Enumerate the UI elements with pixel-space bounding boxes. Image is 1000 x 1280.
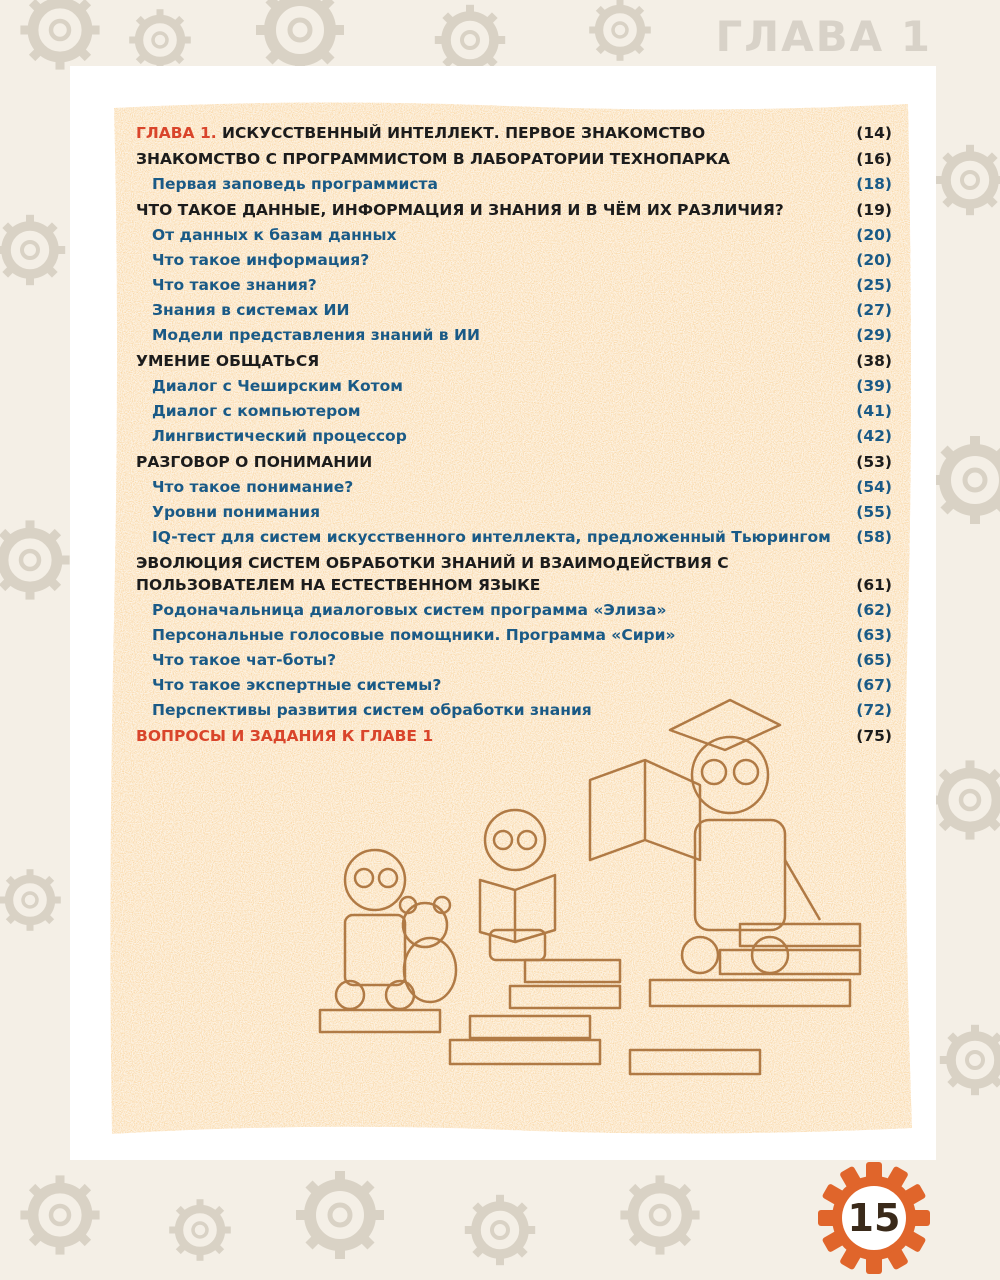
toc-section-entry bbox=[136, 274, 892, 296]
toc-entry-prefix: ГЛАВА 1. bbox=[136, 124, 217, 142]
toc-section-entry bbox=[136, 299, 892, 321]
toc-entry-page: (27) bbox=[856, 301, 892, 319]
toc-entry-title bbox=[152, 599, 856, 621]
toc-entry-text: ЭВОЛЮЦИЯ СИСТЕМ ОБРАБОТКИ ЗНАНИЙ И ВЗАИМОДЕЙСТВИЯ С ПОЛЬЗОВАТЕЛЕМ НА ЕСТЕСТВЕННОМ ЯЗЫКЕ bbox=[136, 554, 729, 594]
toc-entry-page: (41) bbox=[856, 402, 892, 420]
toc-entry-page: (62) bbox=[856, 601, 892, 619]
toc-entry-page: (54) bbox=[856, 478, 892, 496]
toc-entry-title bbox=[152, 375, 856, 397]
toc-entry-title bbox=[152, 476, 856, 498]
toc-entry-page: (18) bbox=[856, 175, 892, 193]
book bbox=[450, 1040, 600, 1064]
toc-entry-page: (20) bbox=[856, 226, 892, 244]
toc-entry-page: (29) bbox=[856, 326, 892, 344]
toc-section-entry bbox=[136, 224, 892, 246]
toc-entry-text: УМЕНИЕ ОБЩАТЬСЯ bbox=[136, 352, 320, 370]
toc-entry-page: (72) bbox=[856, 701, 892, 719]
toc-chapter-entry bbox=[136, 350, 892, 372]
toc-entry-title bbox=[152, 425, 856, 447]
book bbox=[630, 1050, 760, 1074]
toc-entry-page: (63) bbox=[856, 626, 892, 644]
toc-entry-title bbox=[136, 451, 856, 473]
book bbox=[510, 986, 620, 1008]
toc-entry-page: (38) bbox=[856, 352, 892, 370]
toc-section-entry bbox=[136, 526, 892, 548]
toc-entry-text: Первая заповедь программиста bbox=[152, 175, 438, 193]
toc-entry-page: (55) bbox=[856, 503, 892, 521]
toc-entry-text: Диалог с компьютером bbox=[152, 402, 361, 420]
toc-entry-text: Что такое информация? bbox=[152, 251, 370, 269]
toc-entry-text: ВОПРОСЫ И ЗАДАНИЯ К ГЛАВЕ 1 bbox=[136, 727, 434, 745]
toc-section-entry bbox=[136, 674, 892, 696]
toc-chapter-entry bbox=[136, 552, 892, 596]
toc-entry-page: (61) bbox=[856, 576, 892, 594]
toc-entry-page: (67) bbox=[856, 676, 892, 694]
toc-entry-title bbox=[152, 501, 856, 523]
toc-entry-page: (39) bbox=[856, 377, 892, 395]
toc-entry-title bbox=[136, 350, 856, 372]
toc-entry-text: Родоначальница диалоговых систем программа «Элиза» bbox=[152, 601, 667, 619]
book bbox=[720, 950, 860, 974]
toc-entry-text: Что такое экспертные системы? bbox=[152, 676, 442, 694]
toc-entry-title bbox=[136, 199, 856, 221]
toc-entry-text: ЗНАКОМСТВО С ПРОГРАММИСТОМ В ЛАБОРАТОРИИ ТЕХНОПАРКА bbox=[136, 150, 730, 168]
toc-entry-title bbox=[136, 552, 856, 596]
toc-section-entry bbox=[136, 501, 892, 523]
book bbox=[470, 1016, 590, 1038]
toc-section-entry bbox=[136, 173, 892, 195]
chapter-header: ГЛАВА 1 bbox=[715, 12, 932, 61]
toc-entry-page: (58) bbox=[856, 528, 892, 546]
toc-entry-text: РАЗГОВОР О ПОНИМАНИИ bbox=[136, 453, 373, 471]
toc-entry-text: IQ-тест для систем искусственного интеллекта, предложенный Тьюрингом bbox=[152, 528, 831, 546]
toc-entry-title bbox=[152, 324, 856, 346]
table-of-contents bbox=[136, 118, 892, 747]
toc-entry-page: (53) bbox=[856, 453, 892, 471]
toc-entry-text: Что такое чат-боты? bbox=[152, 651, 337, 669]
toc-section-entry bbox=[136, 425, 892, 447]
toc-entry-title bbox=[152, 249, 856, 271]
toc-entry-text: Диалог с Чеширским Котом bbox=[152, 377, 403, 395]
toc-entry-title bbox=[152, 526, 856, 548]
toc-chapter-entry bbox=[136, 725, 892, 747]
book bbox=[650, 980, 850, 1006]
toc-section-entry bbox=[136, 624, 892, 646]
toc-section-entry bbox=[136, 699, 892, 721]
toc-entry-title bbox=[152, 674, 856, 696]
toc-entry-page: (16) bbox=[856, 150, 892, 168]
toc-entry-title bbox=[152, 400, 856, 422]
toc-entry-text: ИСКУССТВЕННЫЙ ИНТЕЛЛЕКТ. ПЕРВОЕ ЗНАКОМСТВО bbox=[222, 124, 706, 142]
toc-entry-text: Модели представления знаний в ИИ bbox=[152, 326, 480, 344]
robot-body bbox=[695, 820, 785, 930]
toc-chapter-entry bbox=[136, 122, 892, 144]
toc-entry-text: Знания в системах ИИ bbox=[152, 301, 350, 319]
toc-chapter-entry bbox=[136, 199, 892, 221]
toc-chapter-entry bbox=[136, 148, 892, 170]
toc-entry-page: (25) bbox=[856, 276, 892, 294]
toc-entry-text: Что такое понимание? bbox=[152, 478, 354, 496]
toc-entry-page: (42) bbox=[856, 427, 892, 445]
toc-entry-title bbox=[152, 699, 856, 721]
robot-body bbox=[345, 915, 405, 985]
toc-entry-title bbox=[152, 224, 856, 246]
toc-entry-text: Перспективы развития систем обработки знания bbox=[152, 701, 592, 719]
book bbox=[525, 960, 620, 982]
toc-entry-text: Лингвистический процессор bbox=[152, 427, 407, 445]
toc-entry-text: От данных к базам данных bbox=[152, 226, 397, 244]
toc-entry-title bbox=[136, 122, 856, 144]
toc-section-entry bbox=[136, 476, 892, 498]
toc-entry-text: Что такое знания? bbox=[152, 276, 317, 294]
toc-entry-page: (65) bbox=[856, 651, 892, 669]
toc-section-entry bbox=[136, 649, 892, 671]
toc-entry-page: (19) bbox=[856, 201, 892, 219]
toc-section-entry bbox=[136, 400, 892, 422]
robots-reading-illustration bbox=[300, 690, 880, 1110]
toc-entry-title bbox=[152, 299, 856, 321]
toc-section-entry bbox=[136, 375, 892, 397]
toc-chapter-entry bbox=[136, 451, 892, 473]
page-number: 15 bbox=[847, 1196, 901, 1240]
toc-entry-text: Уровни понимания bbox=[152, 503, 321, 521]
toc-entry-title bbox=[136, 148, 856, 170]
toc-section-entry bbox=[136, 249, 892, 271]
toc-entry-title bbox=[152, 274, 856, 296]
toc-entry-title bbox=[152, 624, 856, 646]
toc-entry-page: (75) bbox=[856, 727, 892, 745]
book bbox=[320, 1010, 440, 1032]
toc-section-entry bbox=[136, 599, 892, 621]
toc-entry-text: Персональные голосовые помощники. Программа «Сири» bbox=[152, 626, 676, 644]
toc-entry-title bbox=[152, 173, 856, 195]
toc-section-entry bbox=[136, 324, 892, 346]
toc-entry-page: (14) bbox=[856, 124, 892, 142]
toc-entry-page: (20) bbox=[856, 251, 892, 269]
toc-entry-text: ЧТО ТАКОЕ ДАННЫЕ, ИНФОРМАЦИЯ И ЗНАНИЯ И В ЧЁМ ИХ РАЗЛИЧИЯ? bbox=[136, 201, 784, 219]
toc-entry-title bbox=[136, 725, 856, 747]
toc-entry-title bbox=[152, 649, 856, 671]
